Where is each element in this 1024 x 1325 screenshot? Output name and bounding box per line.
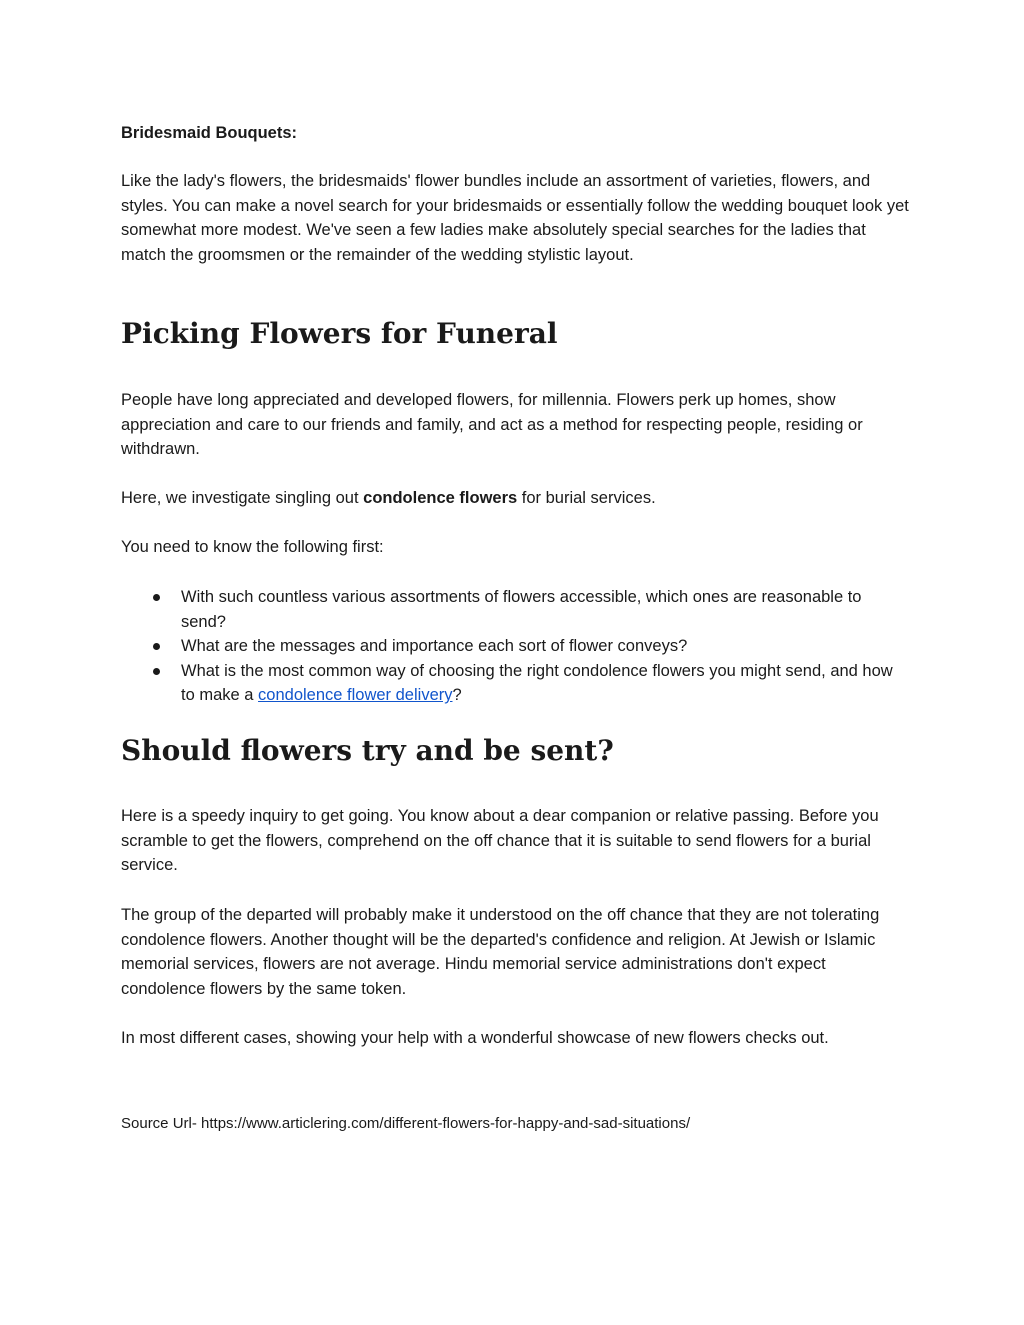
list-item: [121, 659, 911, 708]
heading-should-flowers: Should flowers try and be sent?: [121, 734, 614, 767]
list-item: [121, 634, 911, 659]
bullet-icon: [153, 594, 160, 601]
list-item: [121, 585, 911, 634]
paragraph-funeral-need-to-know: You need to know the following first:: [121, 538, 384, 556]
paragraph-funeral-investigate: [121, 486, 911, 511]
text-segment: Here, we investigate singling out: [121, 489, 364, 507]
list-item-text: ?: [452, 686, 462, 705]
list-item-text: With such countless various assortments of flowers accessible, which ones are reasonable to send?: [181, 588, 862, 631]
list-item-text: What are the messages and importance each sort of flower conveys?: [181, 637, 688, 656]
paragraph-bridesmaid: Like the lady's flowers, the bridesmaids' flower bundles include an assortment of varieties, flowers, and styles. You can make a novel search for your bridesmaids or essentially follow the wedding bouquet look yet somewhat more modest. We've seen a few ladies make absolutely special searches for the ladies that match the groomsmen or the remainder of the wedding stylistic layout.: [121, 172, 909, 264]
condolence-flower-delivery-link[interactable]: condolence flower delivery: [258, 686, 453, 705]
section-subtitle-bridesmaid: Bridesmaid Bouquets:: [121, 124, 298, 142]
paragraph-should-1: Here is a speedy inquiry to get going. You know about a dear companion or relative passing. Before you scramble to get the flowers, comprehend on the off chance that it is suitable to send flowers for a burial service.: [121, 807, 879, 875]
paragraph-funeral-intro: People have long appreciated and developed flowers, for millennia. Flowers perk up homes, show appreciation and care to our friends and family, and act as a method for respecting people, residing or withdrawn.: [121, 391, 863, 459]
bold-term-condolence-flowers: condolence flowers: [363, 489, 518, 507]
source-url: Source Url- https://www.articlering.com/different-flowers-for-happy-and-sad-situations/: [121, 1115, 691, 1132]
heading-picking-flowers: Picking Flowers for Funeral: [121, 317, 558, 350]
list-item-text: What is the most common way of choosing the right condolence flowers you might send, and how to make a: [181, 661, 893, 705]
bullet-icon: [153, 643, 160, 650]
bullet-list: [121, 585, 911, 708]
paragraph-should-3: In most different cases, showing your help with a wonderful showcase of new flowers checks out.: [121, 1029, 829, 1047]
text-segment: for burial services.: [517, 489, 656, 507]
paragraph-should-2: The group of the departed will probably make it understood on the off chance that they are not tolerating condolence flowers. Another thought will be the departed's confidence and religion. At Jewish or Islamic memorial services, flowers are not average. Hindu memorial service administrations don't expect condolence flowers by the same token.: [121, 906, 880, 998]
bullet-icon: [153, 668, 160, 675]
